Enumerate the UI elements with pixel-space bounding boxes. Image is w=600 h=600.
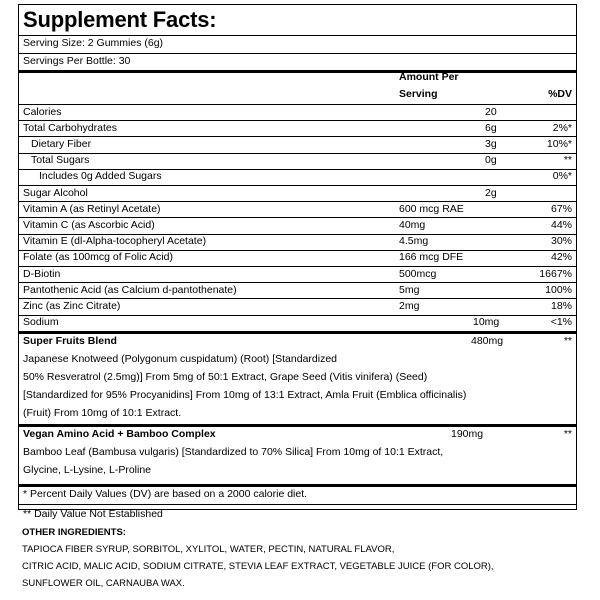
blend-amount: 480mg xyxy=(471,334,504,347)
blend-ingredients-line: (Fruit) From 10mg of 10:1 Extract. xyxy=(23,406,182,419)
nutrient-dv: 10%* xyxy=(546,137,572,150)
other-ingredients-line: SUNFLOWER OIL, CARNAUBA WAX. xyxy=(22,578,185,589)
nutrient-name: Calories xyxy=(23,105,62,118)
nutrient-dv: ** xyxy=(563,154,572,167)
nutrient-name: Sodium xyxy=(23,316,59,329)
nutrient-name: Vitamin A (as Retinyl Acetate) xyxy=(23,202,161,215)
nutrient-amount: 6g xyxy=(485,121,497,134)
blend-ingredients-line: 50% Resveratrol (2.5mg)] From 5mg of 50:1 Extract, Grape Seed (Vitis vinifera) (Seed) xyxy=(23,370,428,383)
nutrient-name: D-Biotin xyxy=(23,267,61,280)
blend-ingredients-line: [Standardized for 95% Procyanidins] From 10mg of 13:1 Extract, Amla Fruit (Emblica officinalis) xyxy=(23,388,467,401)
other-ingredients-line: TAPIOCA FIBER SYRUP, SORBITOL, XYLITOL, WATER, PECTIN, NATURAL FLAVOR, xyxy=(22,544,395,555)
blend-dv: ** xyxy=(563,334,572,347)
nutrient-dv: 42% xyxy=(550,251,572,264)
blend-dv: ** xyxy=(563,427,572,440)
nutrient-name: Folate (as 100mcg of Folic Acid) xyxy=(23,251,173,264)
nutrient-name: Zinc (as Zinc Citrate) xyxy=(23,299,121,312)
divider xyxy=(19,53,576,54)
blend-ingredients-line: Glycine, L-Lysine, L-Proline xyxy=(23,463,151,476)
nutrient-name: Vitamin C (as Ascorbic Acid) xyxy=(23,218,155,231)
nutrient-amount: 0g xyxy=(485,154,497,167)
nutrient-amount: 2mg xyxy=(399,299,420,312)
supplement-facts-panel xyxy=(18,4,577,520)
nutrient-amount: 3g xyxy=(485,137,497,150)
blend-ingredients-line: Japanese Knotweed (Polygonum cuspidatum) (Root) [Standardized xyxy=(23,352,338,365)
dv-header: %DV xyxy=(548,88,572,100)
divider xyxy=(19,70,576,73)
nutrient-dv: 30% xyxy=(550,235,572,248)
nutrient-dv: <1% xyxy=(550,316,572,329)
row-divider xyxy=(19,266,576,267)
nutrient-name: Vitamin E (dl-Alpha-tocopheryl Acetate) xyxy=(23,235,207,248)
nutrient-dv: 18% xyxy=(550,299,572,312)
nutrient-name: Total Sugars xyxy=(31,154,90,167)
nutrient-amount: 500mcg xyxy=(399,267,437,280)
nutrient-dv: 0%* xyxy=(552,170,572,183)
nutrient-dv: 2%* xyxy=(552,121,572,134)
divider xyxy=(19,484,576,487)
blend-ingredients-line: Bamboo Leaf (Bambusa vulgaris) [Standardized to 70% Silica] From 10mg of 10:1 Extract, xyxy=(23,445,444,458)
nutrient-amount: 166 mcg DFE xyxy=(399,251,464,264)
nutrient-name: Pantothenic Acid (as Calcium d-pantothenate) xyxy=(23,283,237,296)
servings-per-container: Servings Per Bottle: 30 xyxy=(23,55,131,67)
divider xyxy=(19,504,576,505)
nutrient-amount: 4.5mg xyxy=(399,235,429,248)
footnote: ** Daily Value Not Established xyxy=(23,507,163,520)
serving-size: Serving Size: 2 Gummies (6g) xyxy=(23,37,164,49)
panel-title: Supplement Facts: xyxy=(23,7,217,32)
nutrient-dv: 67% xyxy=(550,202,572,215)
nutrient-amount: 20 xyxy=(485,105,497,118)
nutrient-dv: 1667% xyxy=(539,267,572,280)
blend-amount: 190mg xyxy=(451,427,484,440)
divider xyxy=(19,35,576,36)
nutrient-name: Dietary Fiber xyxy=(31,137,92,150)
other-ingredients-line: CITRIC ACID, MALIC ACID, SODIUM CITRATE, STEVIA LEAF EXTRACT, VEGETABLE JUICE (FOR COLOR), xyxy=(22,561,494,572)
nutrient-amount: 5mg xyxy=(399,283,420,296)
footnote: * Percent Daily Values (DV) are based on a 2000 calorie diet. xyxy=(23,487,308,500)
divider xyxy=(19,331,576,334)
nutrient-amount: 2g xyxy=(485,186,497,199)
nutrient-dv: 100% xyxy=(545,283,572,296)
nutrient-amount: 600 mcg RAE xyxy=(399,202,464,215)
amount-header-line2: Serving xyxy=(399,88,438,100)
other-ingredients-heading: OTHER INGREDIENTS: xyxy=(22,527,126,538)
amount-header-line1: Amount Per xyxy=(399,71,459,83)
nutrient-name: Sugar Alcohol xyxy=(23,186,88,199)
nutrient-dv: 44% xyxy=(550,218,572,231)
blend-name: Vegan Amino Acid + Bamboo Complex xyxy=(23,427,216,440)
nutrient-name: Total Carbohydrates xyxy=(23,121,117,134)
blend-name: Super Fruits Blend xyxy=(23,334,117,347)
nutrient-amount: 10mg xyxy=(473,316,500,329)
nutrient-amount: 40mg xyxy=(399,218,426,231)
divider xyxy=(19,424,576,427)
nutrient-name: Includes 0g Added Sugars xyxy=(39,170,162,183)
